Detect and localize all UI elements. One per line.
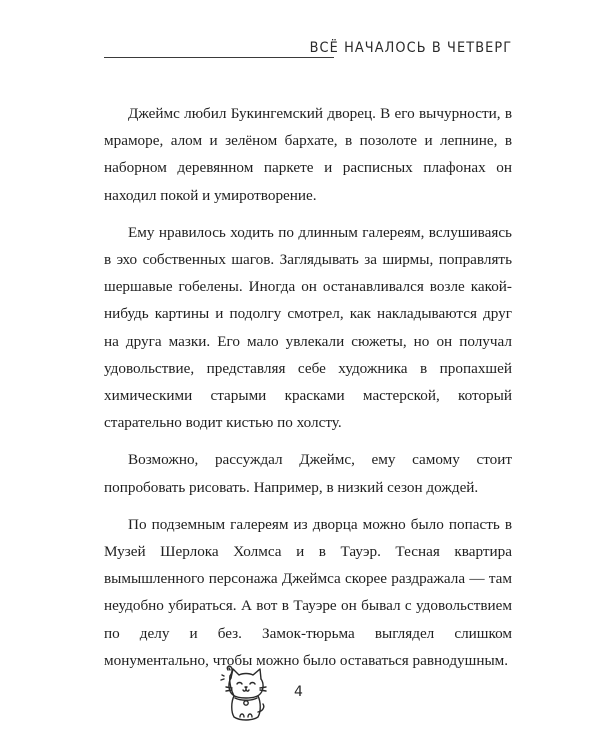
paragraph-1: Джеймс любил Букингемский дворец. В его вычурности, в мраморе, алом и зелёном бархате, в позолоте и лепнине, в наборном деревянном паркете и расписных плафонах он находил покой и умиротворение. <box>104 105 512 204</box>
waving-cat-icon <box>220 664 272 722</box>
running-header <box>104 34 512 64</box>
paragraph-3: Возможно, рассуждал Джеймс, ему самому стоит попробовать рисовать. Например, в низкий сезон дождей. <box>104 451 512 496</box>
chapter-title: ВСЁ НАЧАЛОСЬ В ЧЕТВЕРГ <box>309 40 512 56</box>
paragraph-2: Ему нравилось ходить по длинным галереям, вслушиваясь в эхо собственных шагов. Заглядывать за ширмы, поправлять шершавые гобелены. Иногда он останавливался возле какой-нибудь картины и подолгу смотрел, как накладываются друг на друга мазки. Его мало увлекали сюжеты, но он получал удовольствие, представляя себе художника в пропахшей химическими старыми красками мастерской, который старательно водит кистью по холсту. <box>104 223 512 432</box>
page-footer <box>220 664 340 724</box>
body-text <box>104 100 512 684</box>
header-rule <box>104 57 334 58</box>
paragraph-4: По подземным галереям из дворца можно было попасть в Музей Шерлока Холмса и в Тауэр. Тесная квартира вымышленного персонажа Джеймса скорее раздражала — там неудобно убираться. А вот в Тауэре он бывал с удовольствием по делу и без. Замок-тюрьма выглядел слишком монументально, чтобы можно было оставаться равнодушным. <box>104 515 512 669</box>
page-number: 4 <box>294 684 303 700</box>
